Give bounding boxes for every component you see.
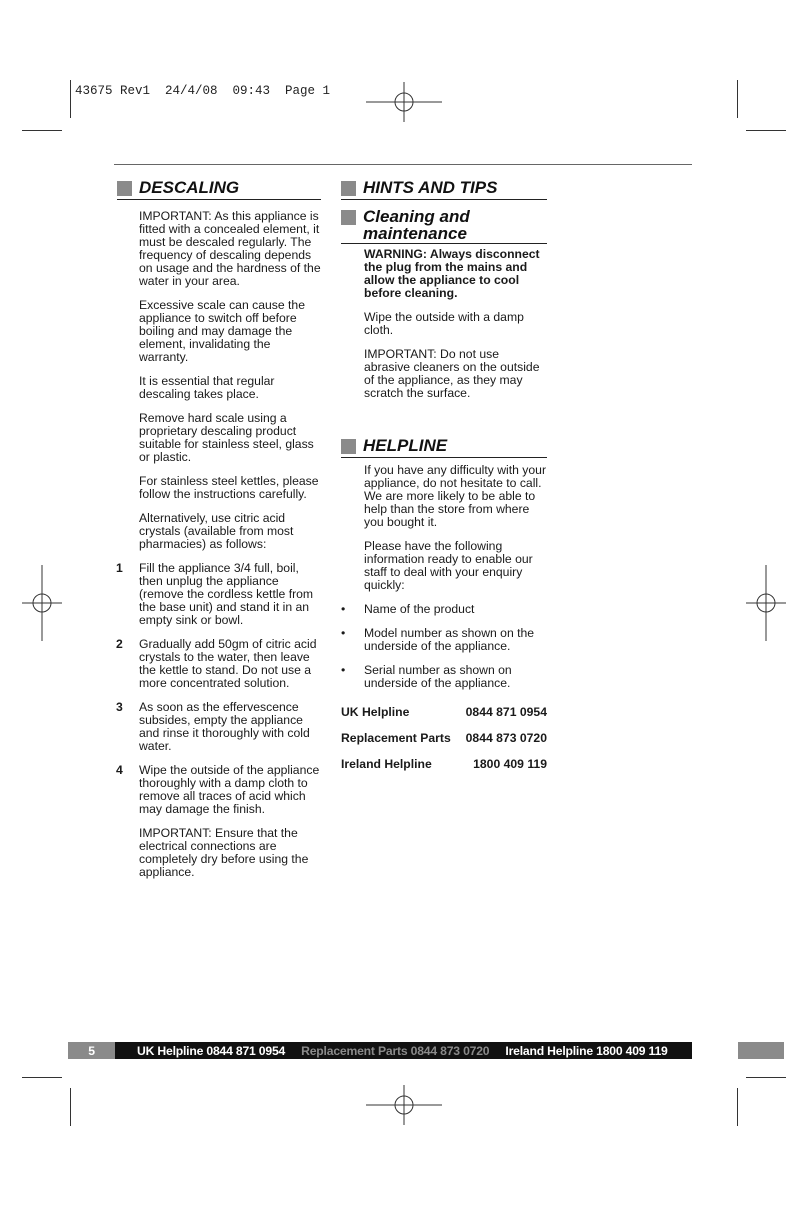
descaling-step bbox=[116, 700, 323, 753]
page-number: 5 bbox=[68, 1042, 115, 1059]
helpline-paragraph: Please have the following information ready to enable our staff to deal with your enquiry quickly: bbox=[364, 539, 533, 592]
helpline-bullet bbox=[341, 663, 548, 690]
step-number: 3 bbox=[116, 700, 123, 714]
step-number: 1 bbox=[116, 561, 123, 575]
helpline-number: 0844 873 0720 bbox=[465, 731, 547, 745]
helpline-number: 0844 871 0954 bbox=[465, 705, 547, 719]
descaling-title: DESCALING bbox=[139, 178, 240, 197]
bullet-text: Name of the product bbox=[364, 602, 475, 616]
helpline-number-row bbox=[341, 732, 547, 745]
bullet-text: Model number as shown on the underside of the appliance. bbox=[364, 626, 535, 653]
footer-ireland-helpline: Ireland Helpline 1800 409 119 bbox=[505, 1043, 668, 1058]
bullet-icon: • bbox=[341, 663, 346, 677]
crop-mark bbox=[70, 1088, 71, 1126]
helpline-number-row bbox=[341, 706, 547, 719]
registration-mark-icon bbox=[746, 565, 786, 641]
heading-square-icon bbox=[341, 210, 356, 225]
helpline-column bbox=[341, 463, 548, 701]
top-rule bbox=[114, 164, 692, 165]
bullet-text: Serial number as shown on underside of the appliance. bbox=[364, 663, 512, 690]
helpline-label: Ireland Helpline bbox=[341, 757, 432, 771]
descaling-paragraph: For stainless steel kettles, please follow the instructions carefully. bbox=[139, 474, 319, 501]
cleaning-title-line1: Cleaning and bbox=[363, 207, 470, 226]
crop-mark bbox=[22, 130, 62, 131]
hints-paragraph: Wipe the outside with a damp cloth. bbox=[364, 310, 524, 337]
helpline-paragraph: If you have any difficulty with your appliance, do not hesitate to call. We are more likely to be able to help than the store from where you bought it. bbox=[364, 463, 547, 529]
helpline-bullet bbox=[341, 602, 548, 616]
helpline-heading bbox=[341, 436, 547, 458]
crop-mark bbox=[22, 1077, 62, 1078]
descaling-paragraph: It is essential that regular descaling takes place. bbox=[139, 374, 275, 401]
crop-mark bbox=[737, 80, 738, 118]
footer-bar bbox=[68, 1042, 692, 1059]
hints-title: HINTS AND TIPS bbox=[363, 178, 498, 197]
descaling-step bbox=[116, 763, 323, 816]
step-text: Fill the appliance 3/4 full, boil, then unplug the appliance (remove the cordless kettle from the base unit) and stand it in an empty sink or bowl. bbox=[139, 561, 314, 627]
descaling-paragraph: Remove hard scale using a proprietary descaling product suitable for stainless steel, glass or plastic. bbox=[139, 411, 314, 464]
bullet-icon: • bbox=[341, 626, 346, 640]
helpline-number-row bbox=[341, 758, 547, 771]
descaling-paragraph: Alternatively, use citric acid crystals (available from most pharmacies) as follows: bbox=[139, 511, 294, 551]
heading-square-icon bbox=[341, 181, 356, 196]
helpline-number: 1800 409 119 bbox=[473, 757, 547, 771]
cleaning-warning: WARNING: Always disconnect the plug from the mains and allow the appliance to cool before cleaning. bbox=[364, 247, 540, 300]
footer-grey-block bbox=[738, 1042, 784, 1059]
helpline-bullet bbox=[341, 626, 548, 653]
helpline-title: HELPLINE bbox=[363, 436, 448, 455]
hints-column bbox=[364, 248, 548, 411]
descaling-paragraph: Excessive scale can cause the appliance to switch off before boiling and may damage the element, invalidating the warranty. bbox=[139, 298, 305, 364]
helpline-label: Replacement Parts bbox=[341, 731, 451, 745]
footer-replacement-parts: Replacement Parts 0844 873 0720 bbox=[301, 1043, 490, 1058]
crop-mark bbox=[737, 1088, 738, 1126]
crop-mark bbox=[70, 80, 71, 118]
descaling-final-note: IMPORTANT: Ensure that the electrical connections are completely dry before using the appliance. bbox=[139, 826, 309, 879]
step-text: Wipe the outside of the appliance thoroughly with a damp cloth to remove all traces of acid which may damage the finish. bbox=[139, 763, 320, 816]
descaling-heading bbox=[117, 178, 321, 200]
cleaning-heading bbox=[341, 208, 547, 244]
registration-mark-icon bbox=[22, 565, 62, 641]
heading-square-icon bbox=[341, 439, 356, 454]
descaling-column bbox=[116, 209, 323, 890]
registration-mark-icon bbox=[366, 82, 442, 122]
descaling-step bbox=[116, 637, 323, 690]
crop-mark bbox=[746, 1077, 786, 1078]
hints-paragraph: IMPORTANT: Do not use abrasive cleaners on the outside of the appliance, as they may scratch the surface. bbox=[364, 347, 540, 400]
heading-square-icon bbox=[117, 181, 132, 196]
descaling-step bbox=[116, 561, 323, 627]
bullet-icon: • bbox=[341, 602, 346, 616]
print-slug: 43675 Rev1 24/4/08 09:43 Page 1 bbox=[75, 84, 331, 98]
crop-mark bbox=[746, 130, 786, 131]
helpline-label: UK Helpline bbox=[341, 705, 410, 719]
descaling-paragraph: IMPORTANT: As this appliance is fitted with a concealed element, it must be descaled regularly. The frequency of descaling depends on usage and the hardness of the water in your area. bbox=[139, 209, 321, 288]
registration-mark-icon bbox=[366, 1085, 442, 1125]
step-text: Gradually add 50gm of citric acid crystals to the water, then leave the kettle to stand. Do not use a more concentrated solution. bbox=[139, 637, 317, 690]
step-number: 2 bbox=[116, 637, 123, 651]
hints-heading bbox=[341, 178, 547, 200]
step-text: As soon as the effervescence subsides, empty the appliance and rinse it thoroughly with cold water. bbox=[139, 700, 310, 753]
cleaning-title-line2: maintenance bbox=[363, 224, 467, 243]
footer-uk-helpline: UK Helpline 0844 871 0954 bbox=[137, 1043, 286, 1058]
step-number: 4 bbox=[116, 763, 123, 777]
helpline-numbers bbox=[341, 706, 547, 784]
